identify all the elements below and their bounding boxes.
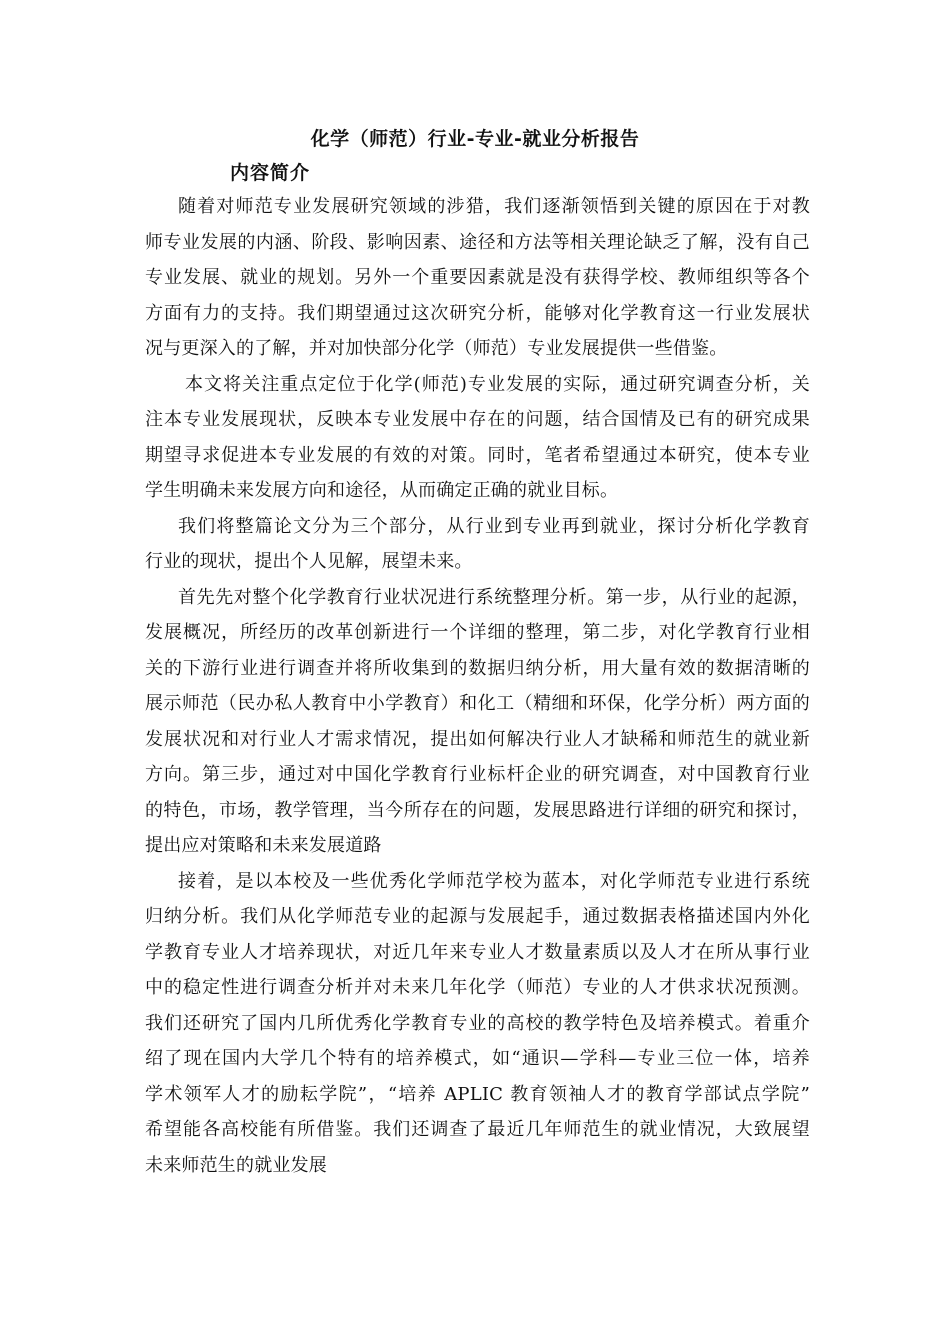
paragraph [145, 509, 810, 580]
text-line: 本文将关注重点定位于化学(师范)专业发展的实际，通过研究调查分析，关 [185, 373, 810, 395]
text-line: 绍了现在国内大学几个特有的培养模式，如“通识—学科—专业三位一体，培养 [145, 1048, 810, 1069]
paragraph [145, 864, 810, 1184]
text-line: 学术领军人才的励耘学院”，“培养 APLIC 教育领袖人才的教育学部试点学院” [145, 1083, 810, 1105]
text-line: 方面有力的支持。我们期望通过这次研究分析，能够对化学教育这一行业发展状 [145, 302, 810, 324]
text-line: 的特色，市场，教学管理，当今所存在的问题，发展思路进行详细的研究和探讨， [145, 799, 810, 821]
text-line: 接着，是以本校及一些优秀化学师范学校为蓝本，对化学师范专业进行系统 [178, 870, 810, 892]
document-title: 化学（师范）行业-专业-就业分析报告 [310, 128, 640, 150]
text-line: 方向。第三步，通过对中国化学教育行业标杆企业的研究调查，对中国教育行业 [145, 764, 810, 785]
text-line: 学教育专业人才培养现状，对近几年来专业人才数量素质以及人才在所从事行业 [145, 941, 810, 963]
paragraph [145, 580, 810, 864]
text-line: 学生明确未来发展方向和途径，从而确定正确的就业目标。 [145, 480, 619, 501]
text-line: 我们将整篇论文分为三个部分，从行业到专业再到就业，探讨分析化学教育 [178, 515, 810, 537]
document-body [145, 189, 810, 1183]
text-line: 展示师范（民办私人教育中小学教育）和化工（精细和环保，化学分析）两方面的 [145, 693, 810, 714]
text-line: 希望能各高校能有所借鉴。我们还调查了最近几年师范生的就业情况，大致展望 [145, 1119, 810, 1140]
text-line: 未来师范生的就业发展 [145, 1154, 327, 1176]
text-line: 发展状况和对行业人才需求情况，提出如何解决行业人才缺稀和师范生的就业新 [145, 728, 810, 750]
text-line: 况与更深入的了解，并对加快部分化学（师范）专业发展提供一些借鉴。 [145, 338, 728, 359]
text-line: 首先先对整个化学教育行业状况进行系统整理分析。第一步，从行业的起源， [178, 586, 810, 608]
text-line: 随着对师范专业发展研究领域的涉猎，我们逐渐领悟到关键的原因在于对教 [178, 196, 810, 217]
text-line: 专业发展、就业的规划。另外一个重要因素就是没有获得学校、教师组织等各个 [145, 267, 810, 288]
text-line: 提出应对策略和未来发展道路 [145, 835, 382, 856]
text-line: 关的下游行业进行调查并将所收集到的数据归纳分析，用大量有效的数据清晰的 [145, 657, 810, 679]
paragraph [145, 367, 810, 509]
text-line: 归纳分析。我们从化学师范专业的起源与发展起手，通过数据表格描述国内外化 [145, 906, 810, 927]
paragraph [145, 189, 810, 367]
text-line: 师专业发展的内涵、阶段、影响因素、途径和方法等相关理论缺乏了解，没有自己 [145, 231, 810, 253]
section-heading: 内容简介 [230, 162, 311, 184]
text-line: 行业的现状，提出个人见解，展望未来。 [145, 551, 473, 572]
text-line: 注本专业发展现状，反映本专业发展中存在的问题，结合国情及已有的研究成果 [145, 409, 810, 430]
text-line: 我们还研究了国内几所优秀化学教育专业的高校的教学特色及培养模式。着重介 [145, 1012, 810, 1034]
text-line: 中的稳定性进行调查分析并对未来几年化学（师范）专业的人才供求状况预测。 [145, 977, 810, 998]
text-line: 发展概况，所经历的改革创新进行一个详细的整理，第二步，对化学教育行业相 [145, 622, 810, 643]
text-line: 期望寻求促进本专业发展的有效的对策。同时，笔者希望通过本研究，使本专业 [145, 444, 810, 466]
